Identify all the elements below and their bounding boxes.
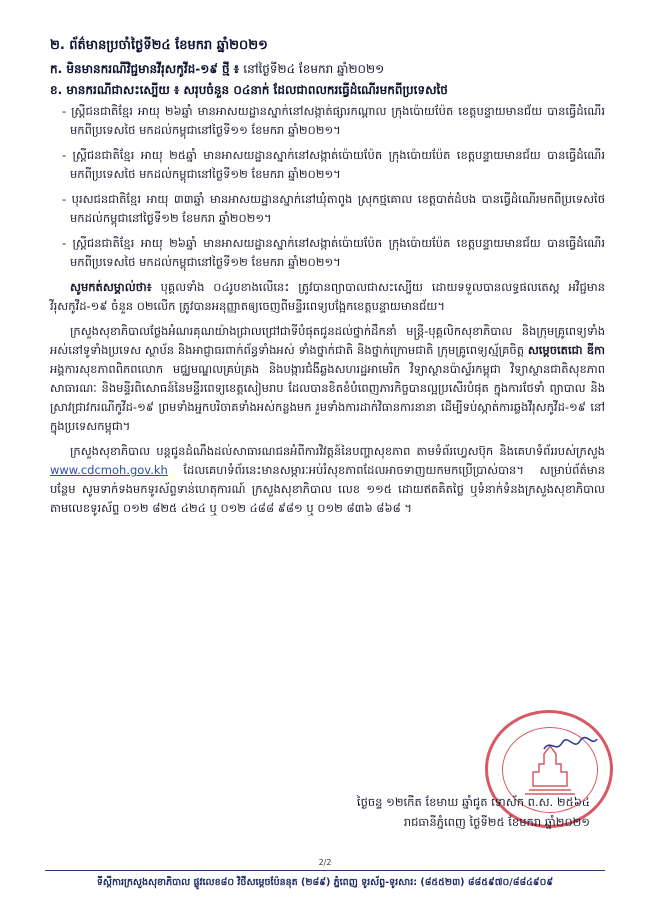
page-number: 2/2 — [318, 858, 332, 867]
website-link[interactable]: www.cdcmoh.gov.kh — [50, 463, 168, 477]
section-b-label: ខ. មានករណីជាសះស្បើយ ៖ សរុបចំនួន ០៤នាក់ ដែលជាពលករធ្វើដំណើរមកពីប្រទេសថៃ — [50, 83, 448, 97]
note-paragraph — [50, 278, 605, 316]
note-label: សូមកត់សម្គាល់ថា៖ — [70, 280, 152, 294]
signature-icon — [540, 735, 600, 755]
signoff-block — [357, 792, 590, 832]
thanks-text-after: អង្គការសុខភាពពិភពលោក មជ្ឈមណ្ឌលគ្រប់គ្រង និងបង្ការជំងឺឆ្លងសហរដ្ឋអាមេរិក វិទ្យាស្ថានប៉ាស្ទ័រកម្ពុជា វិទ្យាស្ថានជាតិសុខភាពសាធារណៈ និងមន្ទីរពិសោធន៍នៃមន្ទីរពេទ្យខេត្តសៀមរាប ដែលបានខិតខំបំពេញភារកិច្ចបានល្អប្រសើរបំផុត ក្នុងការថែទាំ ព្យាបាល និងស្រាវជ្រាវករណីកូវីដ-១៩ ព្រមទាំងអ្នកបរិចាគទាំងអស់កន្លងមក រួមទាំងការដាក់វិធានការនានា ដើម្បីទប់ស្កាត់ការឆ្លងវីរុសកូវីដ-១៩ នៅក្នុងប្រទេសកម្ពុជា។ — [50, 362, 605, 433]
info-text-before: ក្រសួងសុខាភិបាល បន្តជូនដំណឹងដល់សាធារណជនអំពីការវិវត្តន៍នៃបញ្ហាសុខភាព តាមទំព័រហ្វេសប៊ុក និងគេហទំព័ររបស់ក្រសួង — [70, 444, 605, 458]
case-item: - ស្ត្រីជនជាតិខ្មែរ អាយុ ២៥ឆ្នាំ មានអាសយដ្ឋានស្នាក់នៅសង្កាត់ប៉ោយប៉ែត ក្រុងប៉ោយប៉ែត ខេត្តបន្ទាយមានជ័យ បានធ្វើដំណើរមកពីប្រទេសថៃ មកដល់កម្ពុជានៅថ្ងៃទី១២ ខែមករា ឆ្នាំ២០២១។ — [62, 148, 605, 181]
document-body — [50, 36, 605, 524]
case-item: - ស្ត្រីជនជាតិខ្មែរ អាយុ ២៦ឆ្នាំ មានអាសយដ្ឋានស្នាក់នៅសង្កាត់ប៉ោយប៉ែត ក្រុងប៉ោយប៉ែត ខេត្តបន្ទាយមានជ័យ បានធ្វើដំណើរមកពីប្រទេសថៃ មកដល់កម្ពុជានៅថ្ងៃទី១២ ខែមករា ឆ្នាំ២០២១។ — [62, 236, 605, 269]
thanks-text-before: ក្រសួងសុខាភិបាលថ្លែងអំណរគុណយ៉ាងជ្រាលជ្រៅជាទីបំផុតជូនដល់ថ្នាក់ដឹកនាំ មន្ត្រី-បុគ្គលិកសុខាភិបាល និងក្រុមគ្រូពេទ្យទាំងអស់នៅទូទាំងប្រទេស ស្ថាប័ន និងអាជ្ញាធរពាក់ព័ន្ធទាំងអស់ ទាំងថ្នាក់ជាតិ និងថ្នាក់ក្រោមជាតិ ក្រុមគ្រូពេទ្យស្ម័គ្រចិត្ត — [50, 324, 605, 357]
footer-address: ទីស្តីការក្រសួងសុខាភិបាល ផ្លូវលេខ៨០ វិថីសម្តេចប៉ែននុត (២៨៩) ភ្នំពេញ ទូរស័ព្ទ-ទូរសារ: (៨៥៥២៣) ៨៨៥៩៧០/៨៨៤៩០៩ — [96, 877, 554, 888]
thanks-paragraph — [50, 322, 605, 436]
case-item: - ស្ត្រីជនជាតិខ្មែរ អាយុ ២៦ឆ្នាំ មានអាសយដ្ឋានស្នាក់នៅសង្កាត់ផ្សារកណ្ដាល ក្រុងប៉ោយប៉ែត ខេត្តបន្ទាយមានជ័យ បានធ្វើដំណើរមកពីប្រទេសថៃ មកដល់កម្ពុជានៅថ្ងៃទី១១ ខែមករា ឆ្នាំ២០២១។ — [62, 104, 605, 137]
info-paragraph — [50, 442, 605, 518]
section-a-label: ក. មិនមានករណីវិជ្ជមានវីរុសកូវីដ-១៩ ថ្មី ៖ — [50, 62, 240, 76]
place-date: រាជធានីភ្នំពេញ ថ្ងៃទី២៥ ខែមករា ឆ្នាំ២០២១ — [403, 815, 590, 829]
section-a-date: នៅថ្ងៃទី២៤ ខែមករា ឆ្នាំ២០២១ — [243, 62, 385, 76]
thanks-bold-name: សម្ដេចតេជោ ឌីកា — [527, 343, 605, 357]
footer-divider — [45, 870, 605, 871]
info-text-after: ដែលគេហទំព័រនេះមានសម្ភារៈអប់រំសុខភាពដែលអាចទាញយកមកប្រើប្រាស់បាន។ សម្រាប់ព័ត៌មានបន្ថែម សូមទាក់ទងមកទូរស័ព្ទទាន់ហេតុការណ៍ ក្រសួងសុខាភិបាល លេខ ១១៥ ដោយឥតគិតថ្លៃ ឬទំនាក់ទំនងក្រសួងសុខាភិបាល តាមលេខទូរស័ព្ទ ០១២ ៨២៥ ៤២៤ ឬ ០១២ ៤៨៨ ៩៨១ ឬ ០១២ ៨៣៦ ៨៦៨ ។ — [50, 463, 605, 515]
section-a — [50, 60, 605, 79]
section-heading: ២. ព័ត៌មានប្រចាំថ្ងៃទី២៤ ខែមករា ឆ្នាំ២០២១ — [50, 38, 268, 53]
case-item: - បុរសជនជាតិខ្មែរ អាយុ ៣៣ឆ្នាំ មានអាសយដ្ឋានស្នាក់នៅឃុំតាពូង ស្រុកថ្មគោល ខេត្តបាត់ដំបង បានធ្វើដំណើរមកពីប្រទេសថៃ មកដល់កម្ពុជានៅថ្ងៃទី១២ ខែមករា ឆ្នាំ២០២១។ — [62, 192, 605, 225]
note-text: បុគ្គលទាំង ០៤រូបខាងលើនេះ ត្រូវបានព្យាបាលជាសះស្បើយ ដោយទទួលបានលទ្ធផលតេស្ដ អវិជ្ជមានវីរុសកូវីដ-១៩ ចំនួន ០២លើក ត្រូវបានអនុញ្ញាតឲ្យចេញពីមន្ទីរពេទ្យបង្អែកខេត្តបន្ទាយមានជ័យ។ — [50, 280, 605, 313]
lunar-date: ថ្ងៃចន្ទ ១២កើត ខែមាឃ ឆ្នាំជូត ទោស័ក ព.ស. ២៥៦៤ — [356, 795, 590, 809]
